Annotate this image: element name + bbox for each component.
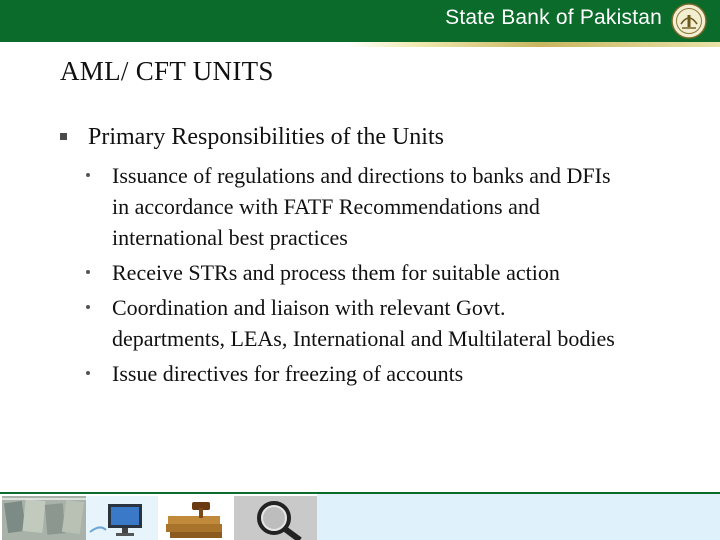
level1-item (60, 122, 680, 152)
magnifying-glass-image (234, 496, 317, 540)
dot-bullet-icon (86, 270, 90, 274)
level1-text: Primary Responsibilities of the Units (88, 124, 444, 150)
computer-monitor-image (86, 496, 158, 540)
footer-strip (0, 492, 720, 540)
slide-title: AML/ CFT UNITS (60, 56, 274, 86)
footer-band (317, 494, 720, 540)
list-item (60, 257, 620, 288)
sbp-crest-icon (670, 2, 708, 40)
header-bar (0, 0, 720, 42)
list-item-text: Coordination and liaison with relevant Govt. departments, LEAs, International and Multilateral bodies (112, 295, 615, 351)
bullet-list (60, 122, 680, 393)
brand-name: State Bank of Pakistan (445, 6, 662, 29)
list-item (60, 358, 620, 389)
square-bullet-icon (60, 133, 67, 140)
responsibility-list (60, 160, 620, 389)
list-item-text: Issuance of regulations and directions to banks and DFIs in accordance with FATF Recommendations and international best practices (112, 163, 611, 250)
list-item-text: Receive STRs and process them for suitable action (112, 260, 560, 285)
dot-bullet-icon (86, 305, 90, 309)
dot-bullet-icon (86, 371, 90, 375)
header-accent-stripe (0, 42, 720, 47)
dot-bullet-icon (86, 173, 90, 177)
list-item (60, 160, 620, 253)
banknotes-image (2, 496, 86, 540)
gavel-and-books-image (158, 496, 234, 540)
list-item-text: Issue directives for freezing of accounts (112, 361, 464, 386)
list-item (60, 292, 620, 354)
